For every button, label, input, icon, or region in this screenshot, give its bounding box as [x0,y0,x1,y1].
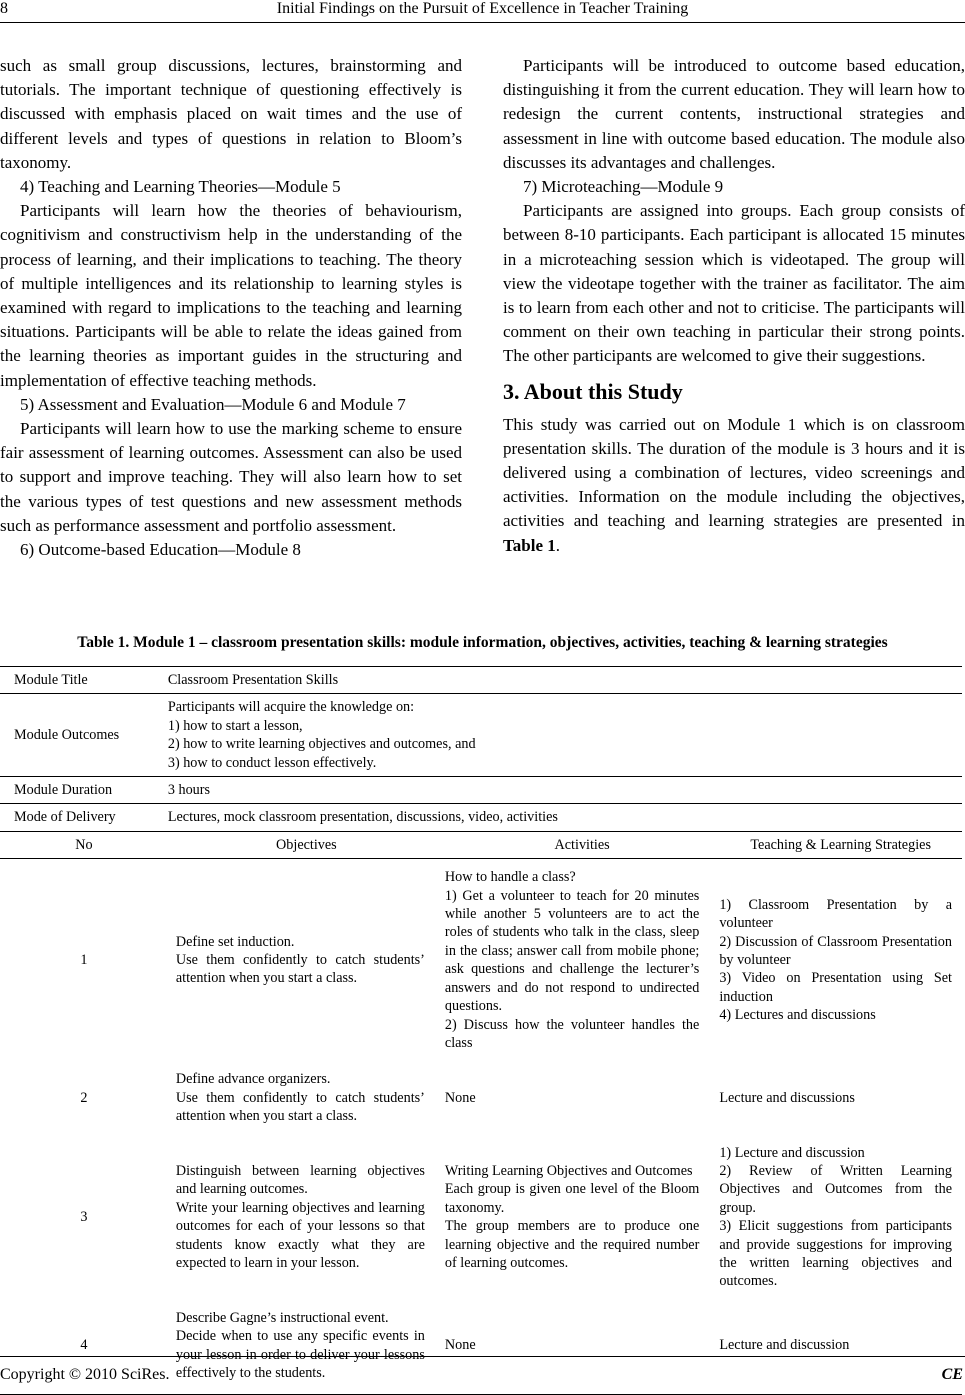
activities-cell [445,1300,719,1395]
page-header [0,0,965,22]
cell-line: 3) Elicit suggestions from participants and provide suggestions for improving the written learning objectives and outcomes. [719,1218,952,1290]
cell-line: The group members are to produce one learning objective and the required number of learning outcomes. [444,1218,700,1271]
cell-line: 2) Discussion of Classroom Presentation by volunteer [719,933,952,969]
info-value [168,694,962,777]
info-key: Module Title [0,667,168,694]
cell-line: How to handle a class? [444,869,576,886]
info-value [168,804,962,831]
cell-line: Use them confidently to catch students’ attention when you start a class. [175,952,425,987]
paragraph: such as small group discussions, lectures, brainstorming and tutorials. The important technique of questioning effectively is discussed with emphasis placed on wait times and the use of different levels and types of questions in relation to Bloom’s taxonomy. [0,56,462,172]
strategies-cell [719,1135,962,1300]
subheading: 5) Assessment and Evaluation—Module 6 and Module 7 [20,394,406,414]
cell-line: 4) Lectures and discussions [719,1007,876,1024]
cell-line: 3 hours [167,782,211,799]
cell-line: Participants will acquire the knowledge on: [167,699,415,716]
strategies-cell [719,1061,962,1134]
row-number: 3 [80,1208,88,1225]
info-value [168,777,962,804]
paragraph: Participants will be introduced to outcome based education, distinguishing it from the current education. They will learn how to redesign the current contents, instructional strategies and assessment in line with outcome based education. The module also discusses its advantages and challenges. [503,56,965,172]
subheading: 4) Teaching and Learning Theories—Module 5 [20,177,341,197]
left-column [0,54,462,562]
paragraph-text: This study was carried out on Module 1 which is on classroom presentation skills. The duration of the module is 3 hours and it is delivered using a combination of lectures, video screenings and activities. Information on the module including the objectives, activities and teaching and learning strategies are presented in [503,414,965,531]
column-header: Teaching & Learning Strategies [719,831,962,858]
objectives-cell [168,859,445,1062]
cell-line: Write your learning objectives and learning outcomes for each of your lessons so that students know exactly what they are expected to learn in your lesson. [175,1199,425,1271]
info-key: Mode of Delivery [0,804,168,831]
cell-line: Writing Learning Objectives and Outcomes [444,1162,693,1179]
footer-rule [0,1356,965,1357]
cell-line: Distinguish between learning objectives and learning outcomes. [175,1162,425,1198]
cell-line: 2) Review of Written Learning Objectives and Outcomes from the group. [719,1162,952,1216]
info-row [0,777,962,804]
journal-abbrev: CE [941,1366,963,1383]
module-table [0,666,962,1395]
paragraph: Participants will learn how the theories of behaviourism, cognitivism and constructivism help in the understanding of the process of learning, and their implications to teaching. The theory of multiple intelligences and its relationship to learning styles is examined with regard to implications to the teaching and learning situations. Participants will be able to relate the ideas gained from the learning theories as important guides in the structuring and implementation of effective teaching methods. [0,201,462,390]
cell-line: Define set induction. [175,933,295,950]
objectives-cell [168,1135,445,1300]
objectives-cell [168,1300,445,1395]
activities-cell [445,1135,719,1300]
column-header: No [0,831,168,858]
paragraph: Participants will learn how to use the marking scheme to ensure fair assessment of learning outcomes. Assessment can also be used to support and improve teaching. They will also learn how to set the various types of test questions and new assessment methods such as performance assessment and portfolio assessment. [0,419,462,535]
info-row [0,667,962,694]
strategies-cell [719,859,962,1062]
cell-line: Each group is given one level of the Bloom taxonomy. [444,1181,700,1216]
info-row [0,804,962,831]
column-header: Activities [445,831,719,858]
row-number: 2 [80,1089,88,1106]
objectives-cell [168,1061,445,1134]
cell-line: Decide when to use any specific events in your lesson in order to deliver your lessons effectively to the students. [175,1328,425,1381]
cell-line: 1) how to start a lesson, [167,717,303,734]
right-column [503,54,965,558]
info-key: Module Outcomes [0,694,168,777]
table-row [0,1061,962,1134]
activities-cell [445,1061,719,1134]
cell-line: Classroom Presentation Skills [167,672,339,688]
cell-line: Describe Gagne’s instructional event. [175,1309,389,1326]
header-rule [0,22,965,23]
cell-line: Use them confidently to catch students’ attention when you start a class. [175,1089,425,1125]
row-number: 1 [80,952,88,969]
cell-line: None [444,1337,476,1354]
cell-line: 3) Video on Presentation using Set induction [719,970,952,1005]
column-header: Objectives [168,831,445,858]
table-caption: Table 1. Module 1 – classroom presentation skills: module information, objectives, activities, teaching & learning strategies [77,634,888,651]
paragraph-end: . [555,535,561,555]
copyright: Copyright © 2010 SciRes. [0,1366,170,1383]
table-row [0,1135,962,1300]
cell-line: 1) Classroom Presentation by a volunteer [719,896,952,932]
table-header-row [0,831,962,858]
cell-line: 2) how to write learning objectives and outcomes, and [167,736,476,753]
table-row [0,859,962,1062]
cell-line: 1) Lecture and discussion [719,1144,865,1161]
cell-line: Lectures, mock classroom presentation, discussions, video, activities [167,809,558,826]
paragraph [503,413,965,558]
cell-line: Lecture and discussion [719,1337,850,1354]
page-number: 8 [0,0,8,17]
cell-line: 1) Get a volunteer to teach for 20 minutes while another 5 volunteers are to act the roles of students who talk in the class, sleep in the class; answer call from mobile phone; ask questions and challenge the lecturer’s answers and do not respond to undirected questions. [444,887,700,1015]
cell-line: Lecture and discussions [719,1089,855,1106]
table-reference-link[interactable]: Table 1 [503,535,556,555]
cell-line: 2) Discuss how the volunteer handles the class [444,1016,700,1051]
paragraph: Participants are assigned into groups. Each group consists of between 8-10 participants. Each participant is allocated 15 minutes in a microteaching session which is videotaped. The group will view the videotape together with the trainer as facilitator. The aim is to learn from each other and not to criticise. The participants will comment on their own teaching in particular their strong points. The other participants are welcomed to give their suggestions. [503,201,965,366]
activities-cell [445,859,719,1062]
cell-line: 3) how to conduct lesson effectively. [167,754,377,771]
info-row [0,694,962,777]
info-value [168,667,962,694]
subheading: 7) Microteaching—Module 9 [523,177,724,197]
info-key: Module Duration [0,777,168,804]
section-title: 3. About this Study [503,378,683,404]
subheading: 6) Outcome-based Education—Module 8 [20,540,301,560]
cell-line: None [444,1089,476,1106]
row-number: 4 [0,1300,168,1395]
cell-line: Define advance organizers. [175,1071,331,1088]
running-title: Initial Findings on the Pursuit of Excellence in Teacher Training [276,0,689,17]
strategies-cell [719,1300,962,1395]
